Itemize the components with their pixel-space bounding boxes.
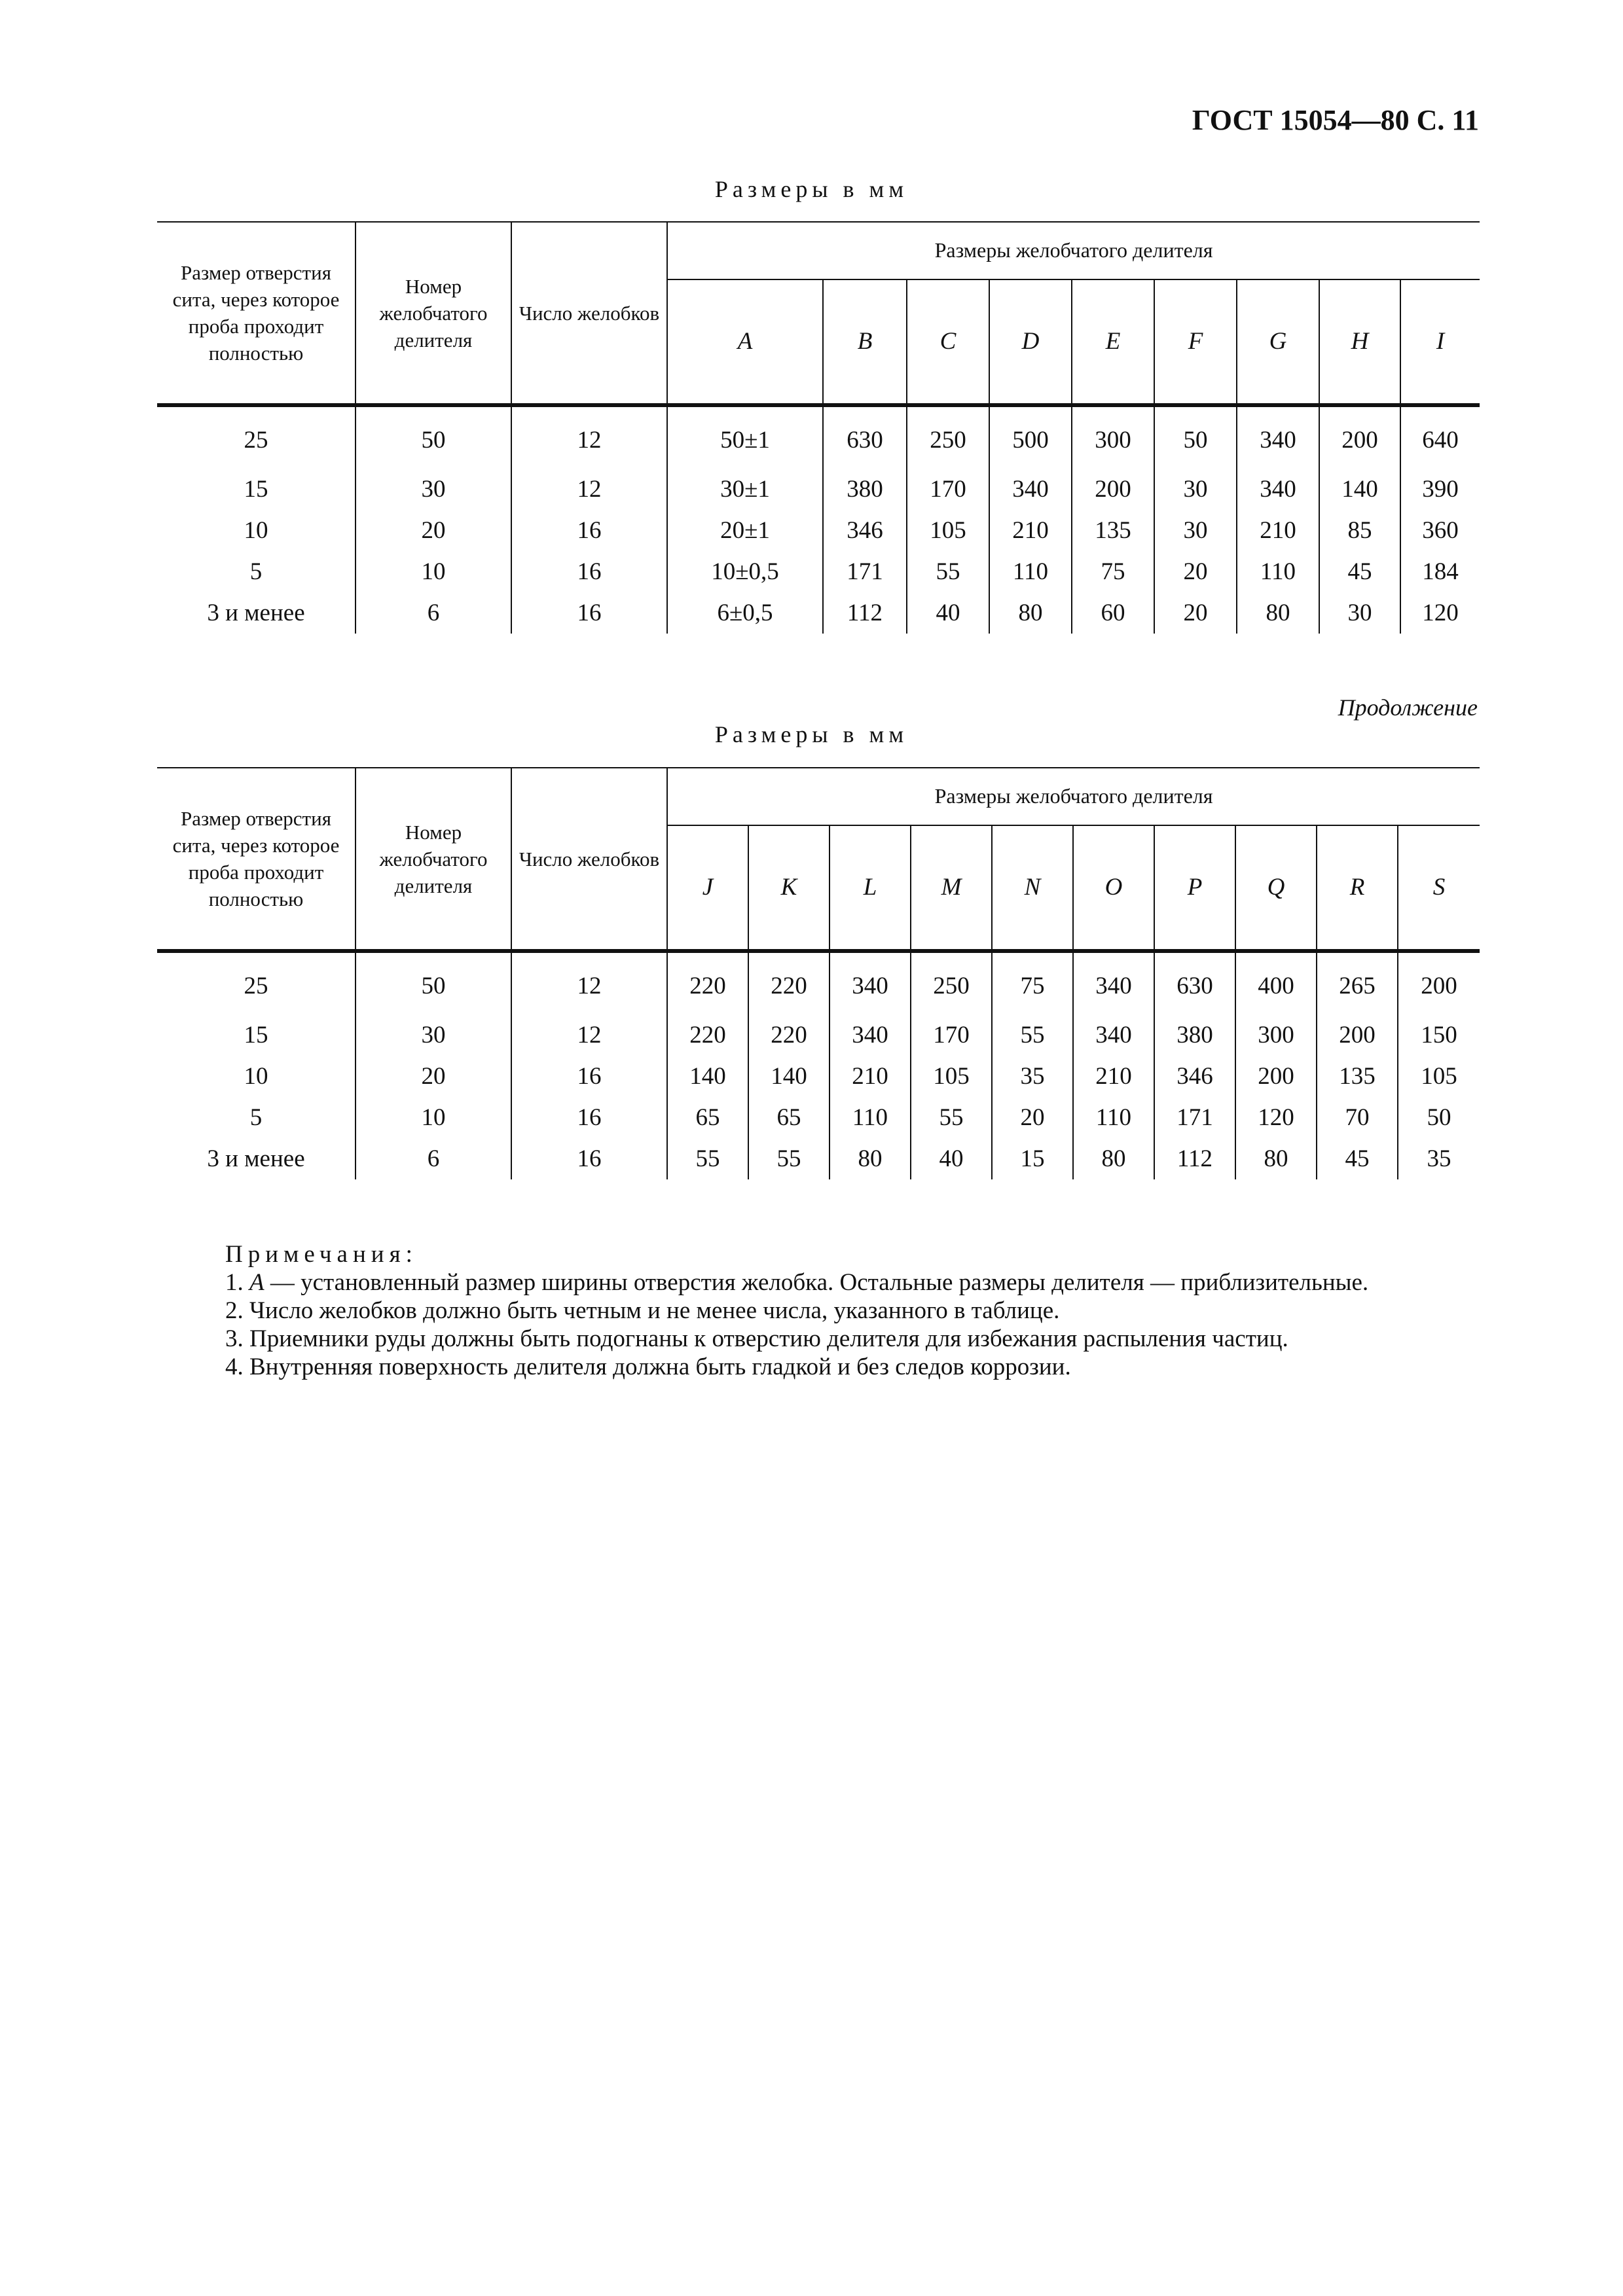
- table-cell: 25: [244, 973, 268, 999]
- table-cell: 220: [748, 951, 830, 1014]
- table-cell: 10: [244, 1063, 268, 1090]
- table-row: [157, 1014, 1480, 1056]
- table-cell: 220: [748, 1014, 830, 1056]
- table-row: [157, 592, 1480, 634]
- table-cell: 340: [830, 951, 911, 1014]
- table1-sub-header: D: [989, 279, 1072, 405]
- note-1-number: 1.: [225, 1269, 244, 1296]
- table-cell: 640: [1400, 405, 1480, 469]
- table-cell: 30: [1319, 592, 1400, 634]
- table-cell: 20: [356, 1056, 511, 1097]
- table-cell: 10: [356, 1097, 511, 1138]
- table-cell: 110: [830, 1097, 911, 1138]
- table-cell: 346: [1154, 1056, 1235, 1097]
- table-cell: 80: [1073, 1138, 1154, 1179]
- table1-sub-header: A: [667, 279, 823, 405]
- table2-sub-header: R: [1317, 825, 1398, 951]
- table1-sub-header: B: [823, 279, 907, 405]
- table-cell: 55: [667, 1138, 748, 1179]
- table-cell: 16: [511, 1138, 667, 1179]
- table-cell: 15: [992, 1138, 1073, 1179]
- table-cell: 20: [992, 1097, 1073, 1138]
- table-cell: 50: [356, 405, 511, 469]
- table-cell: 140: [748, 1056, 830, 1097]
- table-cell: 80: [1235, 1138, 1317, 1179]
- table-cell: 210: [989, 510, 1072, 551]
- notes-title: Примечания:: [225, 1241, 418, 1268]
- table-cell: 12: [511, 1014, 667, 1056]
- table-cell: 10: [244, 517, 268, 544]
- table-cell: 110: [1073, 1097, 1154, 1138]
- table-cell: 630: [1154, 951, 1235, 1014]
- table-cell: 75: [992, 951, 1073, 1014]
- table-cell: 3 и менее: [207, 600, 305, 626]
- table-cell: 30: [356, 1014, 511, 1056]
- table-cell: 35: [1398, 1138, 1480, 1179]
- table-cell: 30: [356, 469, 511, 510]
- table1-col2-header: Номер желобчатого делителя: [356, 222, 511, 405]
- table-cell: 16: [511, 1056, 667, 1097]
- table-cell: 65: [748, 1097, 830, 1138]
- table-cell: 55: [748, 1138, 830, 1179]
- table2-sub-header: L: [830, 825, 911, 951]
- table-cell: 55: [992, 1014, 1073, 1056]
- table-cell: 10±0,5: [667, 551, 823, 592]
- table2-sub-header: Q: [1235, 825, 1317, 951]
- table2: [157, 767, 1480, 1179]
- table-cell: 16: [511, 510, 667, 551]
- table-cell: 20: [1154, 551, 1237, 592]
- table-cell: 380: [823, 469, 907, 510]
- table-cell: 200: [1398, 951, 1480, 1014]
- table-cell: 300: [1072, 405, 1154, 469]
- table-cell: 85: [1319, 510, 1400, 551]
- table-cell: 30±1: [667, 469, 823, 510]
- table-cell: 50: [356, 951, 511, 1014]
- table-cell: 340: [989, 469, 1072, 510]
- table-row: [157, 551, 1480, 592]
- table-cell: 210: [830, 1056, 911, 1097]
- page-header: ГОСТ 15054—80 С. 11: [1192, 104, 1479, 136]
- table-row: [157, 1097, 1480, 1138]
- table2-col1-header: Размер отверстия сита, через которое проба проходит полностью: [157, 768, 356, 951]
- table1-sub-header: H: [1319, 279, 1400, 405]
- table-cell: 80: [830, 1138, 911, 1179]
- table1-col3-header: Число желобков: [511, 222, 667, 405]
- table-cell: 45: [1317, 1138, 1398, 1179]
- table-cell: 55: [911, 1097, 992, 1138]
- table-cell: 184: [1400, 551, 1480, 592]
- table-cell: 340: [830, 1014, 911, 1056]
- table-cell: 50±1: [667, 405, 823, 469]
- table-cell: 15: [244, 1022, 268, 1049]
- table-cell: 65: [667, 1097, 748, 1138]
- table-row: [157, 1056, 1480, 1097]
- table2-caption: Размеры в мм: [714, 721, 909, 747]
- table-cell: 20: [1154, 592, 1237, 634]
- table-cell: 12: [511, 469, 667, 510]
- table-cell: 75: [1072, 551, 1154, 592]
- table-cell: 5: [249, 558, 263, 585]
- table1: [157, 221, 1480, 634]
- table-cell: 300: [1235, 1014, 1317, 1056]
- table-row: [157, 405, 1480, 469]
- table-cell: 220: [667, 1014, 748, 1056]
- table-cell: 105: [907, 510, 989, 551]
- table-cell: 170: [907, 469, 989, 510]
- table-cell: 135: [1072, 510, 1154, 551]
- table-cell: 400: [1235, 951, 1317, 1014]
- table-cell: 30: [1154, 510, 1237, 551]
- table-cell: 50: [1154, 405, 1237, 469]
- table-cell: 80: [1237, 592, 1319, 634]
- table1-col1-header: Размер отверстия сита, через которое проба проходит полностью: [157, 222, 356, 405]
- table-cell: 250: [907, 405, 989, 469]
- table-cell: 340: [1237, 469, 1319, 510]
- table-cell: 3 и менее: [207, 1145, 305, 1172]
- table-cell: 120: [1235, 1097, 1317, 1138]
- table-cell: 35: [992, 1056, 1073, 1097]
- table-cell: 380: [1154, 1014, 1235, 1056]
- table2-sub-header: P: [1154, 825, 1235, 951]
- table-cell: 6: [356, 592, 511, 634]
- table2-body: [157, 951, 1480, 1179]
- table-cell: 112: [823, 592, 907, 634]
- table-row: [157, 1138, 1480, 1179]
- table2-sub-header: M: [911, 825, 992, 951]
- table-cell: 45: [1319, 551, 1400, 592]
- table2-group-header: Размеры желобчатого делителя: [667, 768, 1480, 825]
- table-cell: 40: [911, 1138, 992, 1179]
- table-cell: 340: [1237, 405, 1319, 469]
- table-cell: 200: [1317, 1014, 1398, 1056]
- table-cell: 340: [1073, 951, 1154, 1014]
- table-cell: 25: [244, 427, 268, 454]
- table-cell: 6: [356, 1138, 511, 1179]
- table1-sub-header: G: [1237, 279, 1319, 405]
- table2-col2-header: Номер желобчатого делителя: [356, 768, 511, 951]
- table-cell: 112: [1154, 1138, 1235, 1179]
- table2-sub-header: J: [667, 825, 748, 951]
- table-cell: 12: [511, 951, 667, 1014]
- table-cell: 135: [1317, 1056, 1398, 1097]
- table-cell: 340: [1073, 1014, 1154, 1056]
- table-cell: 70: [1317, 1097, 1398, 1138]
- table-cell: 360: [1400, 510, 1480, 551]
- table-row: [157, 469, 1480, 510]
- table-row: [157, 510, 1480, 551]
- continuation-label: Продолжение: [1338, 694, 1478, 721]
- notes: [157, 1240, 1481, 1381]
- table-cell: 150: [1398, 1014, 1480, 1056]
- table2-sub-header: N: [992, 825, 1073, 951]
- table1-group-header: Размеры желобчатого делителя: [667, 222, 1480, 279]
- table-cell: 110: [1237, 551, 1319, 592]
- table-cell: 140: [667, 1056, 748, 1097]
- table-cell: 105: [911, 1056, 992, 1097]
- table-cell: 16: [511, 551, 667, 592]
- table-cell: 346: [823, 510, 907, 551]
- table-cell: 16: [511, 1097, 667, 1138]
- table2-sub-header: K: [748, 825, 830, 951]
- table-cell: 210: [1237, 510, 1319, 551]
- table-cell: 16: [511, 592, 667, 634]
- table-cell: 20±1: [667, 510, 823, 551]
- table-cell: 171: [1154, 1097, 1235, 1138]
- table-cell: 12: [511, 405, 667, 469]
- table-cell: 30: [1154, 469, 1237, 510]
- table-cell: 50: [1398, 1097, 1480, 1138]
- note-4: 4. Внутренняя поверхность делителя должна быть гладкой и без следов коррозии.: [225, 1354, 1071, 1380]
- table-cell: 5: [249, 1104, 263, 1131]
- table1-body: [157, 405, 1480, 634]
- table-cell: 200: [1319, 405, 1400, 469]
- table-cell: 60: [1072, 592, 1154, 634]
- table1-sub-header: F: [1154, 279, 1237, 405]
- note-1-symbol: A: [249, 1269, 264, 1296]
- table-cell: 500: [989, 405, 1072, 469]
- table-row: [157, 951, 1480, 1014]
- table-cell: 140: [1319, 469, 1400, 510]
- table-cell: 55: [907, 551, 989, 592]
- note-1: [157, 1268, 1481, 1297]
- note-3: 3. Приемники руды должны быть подогнаны к отверстию делителя для избежания распыления частиц.: [225, 1325, 1288, 1352]
- table-cell: 15: [244, 476, 268, 503]
- table-cell: 6±0,5: [667, 592, 823, 634]
- table-cell: 630: [823, 405, 907, 469]
- note-1-text: — установленный размер ширины отверстия желобка. Остальные размеры делителя — приблизительные.: [270, 1269, 1369, 1296]
- table1-sub-header: I: [1400, 279, 1480, 405]
- table-cell: 390: [1400, 469, 1480, 510]
- table-cell: 200: [1235, 1056, 1317, 1097]
- table-cell: 40: [907, 592, 989, 634]
- table-cell: 171: [823, 551, 907, 592]
- table1-sub-header: E: [1072, 279, 1154, 405]
- table-cell: 20: [356, 510, 511, 551]
- table-cell: 10: [356, 551, 511, 592]
- table2-sub-header: S: [1398, 825, 1480, 951]
- table-cell: 110: [989, 551, 1072, 592]
- table-cell: 170: [911, 1014, 992, 1056]
- table2-col3-header: Число желобков: [511, 768, 667, 951]
- table2-sub-header: O: [1073, 825, 1154, 951]
- table-cell: 250: [911, 951, 992, 1014]
- table1-sub-header: C: [907, 279, 989, 405]
- table1-caption: Размеры в мм: [714, 176, 909, 202]
- table-cell: 105: [1398, 1056, 1480, 1097]
- table-cell: 200: [1072, 469, 1154, 510]
- table-cell: 210: [1073, 1056, 1154, 1097]
- table-cell: 265: [1317, 951, 1398, 1014]
- table-cell: 80: [989, 592, 1072, 634]
- table-cell: 220: [667, 951, 748, 1014]
- table-cell: 120: [1400, 592, 1480, 634]
- note-2: 2. Число желобков должно быть четным и не менее числа, указанного в таблице.: [225, 1297, 1060, 1324]
